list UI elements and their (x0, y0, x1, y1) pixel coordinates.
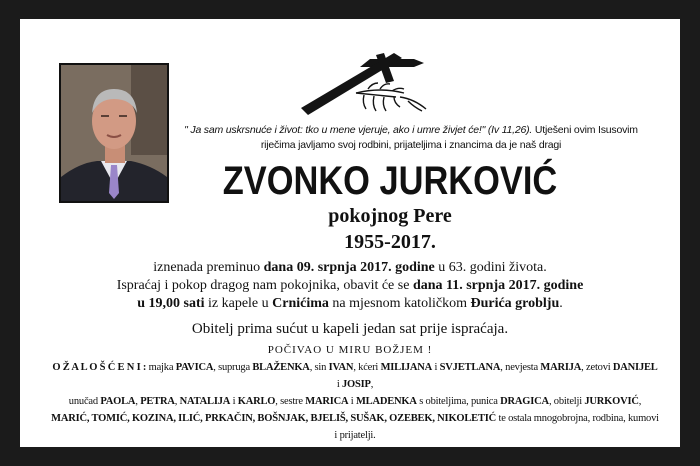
mourner-text: , (135, 396, 141, 407)
mourner-text: , zetovi (581, 362, 613, 373)
father-name: pokojnog Pere (328, 205, 452, 227)
mourner-name: SVJETLANA (439, 362, 501, 373)
mourner-text: majka (146, 362, 176, 373)
mourner-text: , (638, 396, 642, 407)
condolence-note: Obitelj prima sućut u kapeli jedan sat prije ispraćaja. (191, 321, 509, 337)
quote-rest: Utješeni ovim Isusovim riječima javljamo svoj rodbini, prijateljima i znancima da je naš dragi (260, 124, 638, 151)
mourner-name: PETRA (140, 396, 175, 407)
mourner-text: , (370, 379, 374, 390)
mourner-text: , (174, 396, 180, 407)
mourners-line-1 (50, 359, 660, 393)
cross-icon (296, 53, 432, 117)
mourner-text: , supruga (213, 362, 253, 373)
deceased-name: ZVONKO JURKOVIĆ (222, 159, 558, 203)
mourner-text: te ostala mnogobrojna, rodbina, kumovi i prijatelji. (334, 413, 659, 441)
mourner-text: , obitelji (548, 396, 585, 407)
mourner-name: JURKOVIĆ (584, 396, 639, 407)
mourner-text: unučad (68, 396, 101, 407)
cemetery-name: Đurića groblju (470, 296, 560, 311)
life-years: 1955-2017. (344, 231, 436, 253)
mourner-name: DRAGICA (500, 396, 549, 407)
mourner-name: MARICA (305, 396, 349, 407)
mourner-text: , sestre (275, 396, 306, 407)
mourner-name: MILIJANA (380, 362, 433, 373)
mourner-name: PAVICA (175, 362, 214, 373)
death-date: dana 09. srpnja 2017. godine (263, 260, 435, 275)
mourner-name: DANIJEL (612, 362, 658, 373)
announcement-text (48, 259, 652, 313)
mourner-name: BLAŽENKA (252, 362, 310, 373)
mourner-text: , nevjesta (500, 362, 541, 373)
quote-italic: " Ja sam uskrsnuće i život: tko u mene vjeruje, ako i umre živjet će!" (Iv 11,26). (184, 124, 533, 136)
mourner-text: i (348, 396, 356, 407)
funeral-date: dana 11. srpnja 2017. godine (412, 278, 584, 293)
mourner-name: JOSIP (341, 379, 371, 390)
scripture-quote (172, 123, 650, 153)
text-fragment: . (559, 296, 563, 311)
text-fragment: na mjesnom katoličkom (328, 296, 471, 311)
portrait-photo (59, 63, 169, 203)
mourner-name: IVAN (328, 362, 354, 373)
mourner-text: i (230, 396, 238, 407)
mourner-name: MLADENKA (355, 396, 417, 407)
mourner-text: i (432, 362, 440, 373)
mourners-line-3 (50, 410, 660, 444)
mourner-text: , sin (309, 362, 329, 373)
mourners-list (50, 359, 660, 444)
mourner-name: MARIJA (540, 362, 582, 373)
mourners-label: O Ž A L O Š Ć E N I : (52, 362, 147, 373)
mourners-line-2 (50, 393, 660, 410)
mourner-text: i (336, 379, 342, 390)
funeral-time: u 19,00 sati (137, 296, 205, 311)
mourner-name: PAOLA (100, 396, 136, 407)
funeral-place: Crnićima (272, 296, 329, 311)
mourner-name: KARLO (237, 396, 276, 407)
text-fragment: u 63. godini života. (434, 260, 547, 275)
text-fragment: iz kapele u (204, 296, 273, 311)
mourner-name: MARIĆ, TOMIĆ, KOZINA, ILIĆ, PRKAČIN, BOŠNJAK, BJELIŠ, SUŠAK, OZEBEK, NIKOLETIĆ (51, 413, 497, 424)
mourner-text: s obiteljima, punica (416, 396, 501, 407)
text-fragment: iznenada preminuo (153, 260, 264, 275)
text-fragment: Ispraćaj i pokop dragog nam pokojnika, obavit će se (116, 278, 413, 293)
obituary-card (20, 19, 680, 447)
rip-line: POČIVAO U MIRU BOŽJEM ! (267, 344, 433, 356)
mourner-name: NATALIJA (179, 396, 231, 407)
mourner-text: , kćeri (353, 362, 381, 373)
